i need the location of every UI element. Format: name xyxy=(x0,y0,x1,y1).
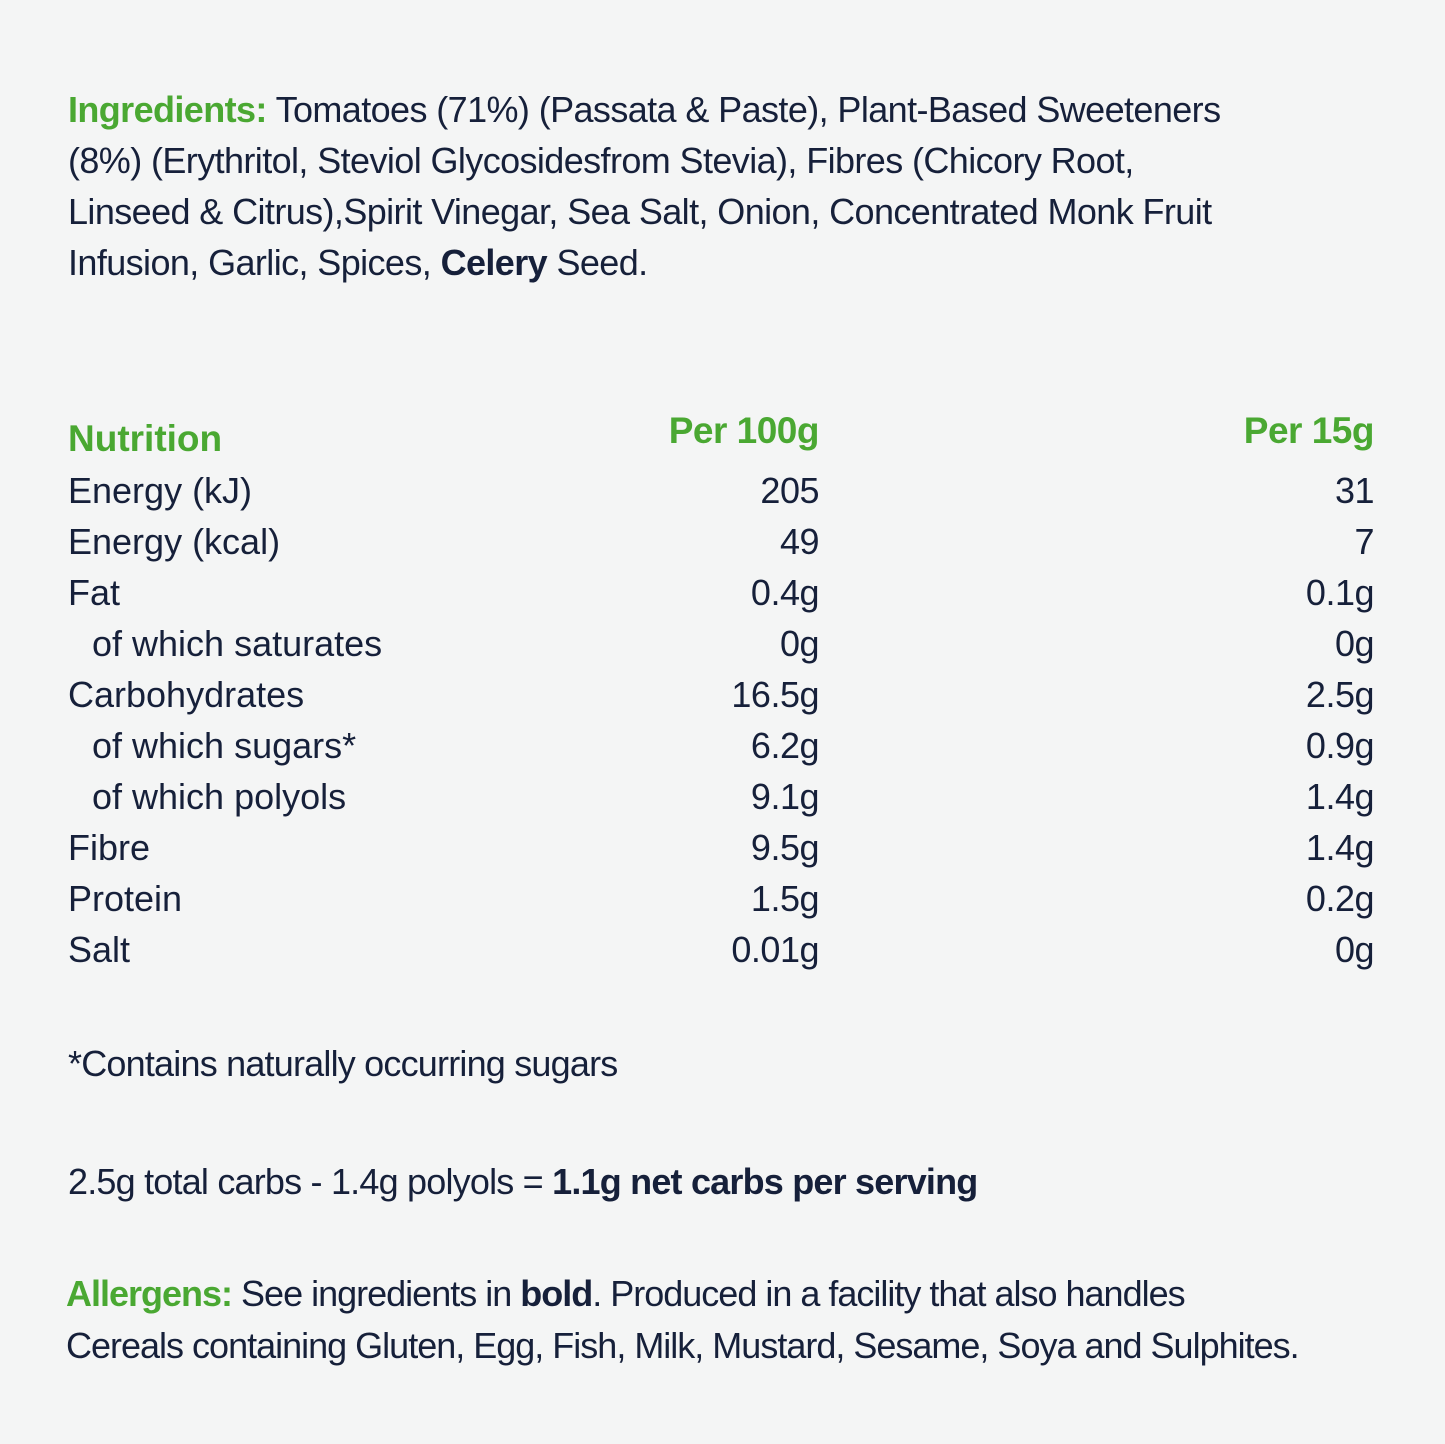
nutrient-label: Fat xyxy=(68,572,121,613)
allergens-text-1: See ingredients in xyxy=(232,1273,521,1314)
nutrition-row xyxy=(68,516,1374,567)
nutrition-table xyxy=(68,405,1374,975)
ingredients-section xyxy=(68,84,1368,288)
nutrition-header xyxy=(68,405,1374,465)
nutrient-label: Energy (kJ) xyxy=(68,470,253,511)
value-per-100g: 9.5g xyxy=(750,827,819,868)
value-per-15g: 31 xyxy=(1334,470,1374,511)
value-per-100g: 0.4g xyxy=(750,572,819,613)
nutrition-row xyxy=(68,465,1374,516)
allergens-line-1 xyxy=(66,1268,1386,1320)
nutrition-row xyxy=(68,618,1374,669)
sugars-footnote: *Contains naturally occurring sugars xyxy=(68,1043,618,1084)
value-per-15g: 1.4g xyxy=(1305,776,1374,817)
ingredients-label: Ingredients: xyxy=(68,89,267,130)
nutrition-row xyxy=(68,771,1374,822)
nutrient-label: Protein xyxy=(68,878,183,919)
ingredients-line-2: (8%) (Erythritol, Steviol Glycosidesfrom Stevia), Fibres (Chicory Root, xyxy=(68,140,1134,181)
allergens-text-1-end: . Produced in a facility that also handles xyxy=(592,1273,1185,1314)
nutrient-label: of which polyols xyxy=(92,776,347,817)
net-carbs-result: 1.1g net carbs per serving xyxy=(552,1161,978,1202)
allergen-celery: Celery xyxy=(440,242,548,283)
value-per-100g: 0g xyxy=(779,623,819,664)
value-per-100g: 0.01g xyxy=(731,929,819,970)
nutrient-label: of which sugars* xyxy=(92,725,357,766)
value-per-100g: 49 xyxy=(779,521,819,562)
ingredients-line-3: Linseed & Citrus),Spirit Vinegar, Sea Salt, Onion, Concentrated Monk Fruit xyxy=(68,191,1212,232)
value-per-100g: 205 xyxy=(760,470,819,511)
nutrition-row xyxy=(68,669,1374,720)
ingredients-text-4: Infusion, Garlic, Spices, xyxy=(68,242,441,283)
nutrient-label: of which saturates xyxy=(92,623,383,664)
nutrition-title: Nutrition xyxy=(68,418,223,459)
nutrition-row xyxy=(68,822,1374,873)
value-per-15g: 0.9g xyxy=(1305,725,1374,766)
allergens-bold-word: bold xyxy=(520,1273,593,1314)
value-per-15g: 2.5g xyxy=(1305,674,1374,715)
nutrition-row xyxy=(68,720,1374,771)
net-carbs-line xyxy=(68,1156,978,1207)
value-per-15g: 0.2g xyxy=(1305,878,1374,919)
column-header-per-100g: Per 100g xyxy=(668,410,819,451)
allergens-section xyxy=(66,1268,1386,1372)
ingredients-text-1: Tomatoes (71%) (Passata & Paste), Plant-Based Sweeteners xyxy=(275,89,1221,130)
allergens-label: Allergens: xyxy=(66,1273,233,1314)
nutrient-label: Salt xyxy=(68,929,131,970)
value-per-15g: 1.4g xyxy=(1305,827,1374,868)
nutrient-label: Fibre xyxy=(68,827,151,868)
ingredients-text-4-end: Seed. xyxy=(547,242,648,283)
nutrition-row xyxy=(68,924,1374,975)
value-per-100g: 1.5g xyxy=(750,878,819,919)
value-per-15g: 0g xyxy=(1334,929,1374,970)
column-header-per-15g: Per 15g xyxy=(1243,410,1374,451)
value-per-15g: 7 xyxy=(1354,521,1374,562)
ingredients-line-1 xyxy=(68,84,1368,135)
nutrition-rows xyxy=(68,465,1374,975)
allergens-line-2: Cereals containing Gluten, Egg, Fish, Milk, Mustard, Sesame, Soya and Sulphites. xyxy=(66,1325,1299,1366)
value-per-100g: 9.1g xyxy=(750,776,819,817)
nutrient-label: Carbohydrates xyxy=(68,674,305,715)
ingredients-line-4 xyxy=(68,237,1368,288)
value-per-100g: 6.2g xyxy=(750,725,819,766)
value-per-15g: 0g xyxy=(1334,623,1374,664)
value-per-15g: 0.1g xyxy=(1305,572,1374,613)
nutrition-row xyxy=(68,567,1374,618)
net-carbs-calculation: 2.5g total carbs - 1.4g polyols = xyxy=(68,1161,553,1202)
nutrient-label: Energy (kcal) xyxy=(68,521,281,562)
value-per-100g: 16.5g xyxy=(731,674,819,715)
nutrition-row xyxy=(68,873,1374,924)
